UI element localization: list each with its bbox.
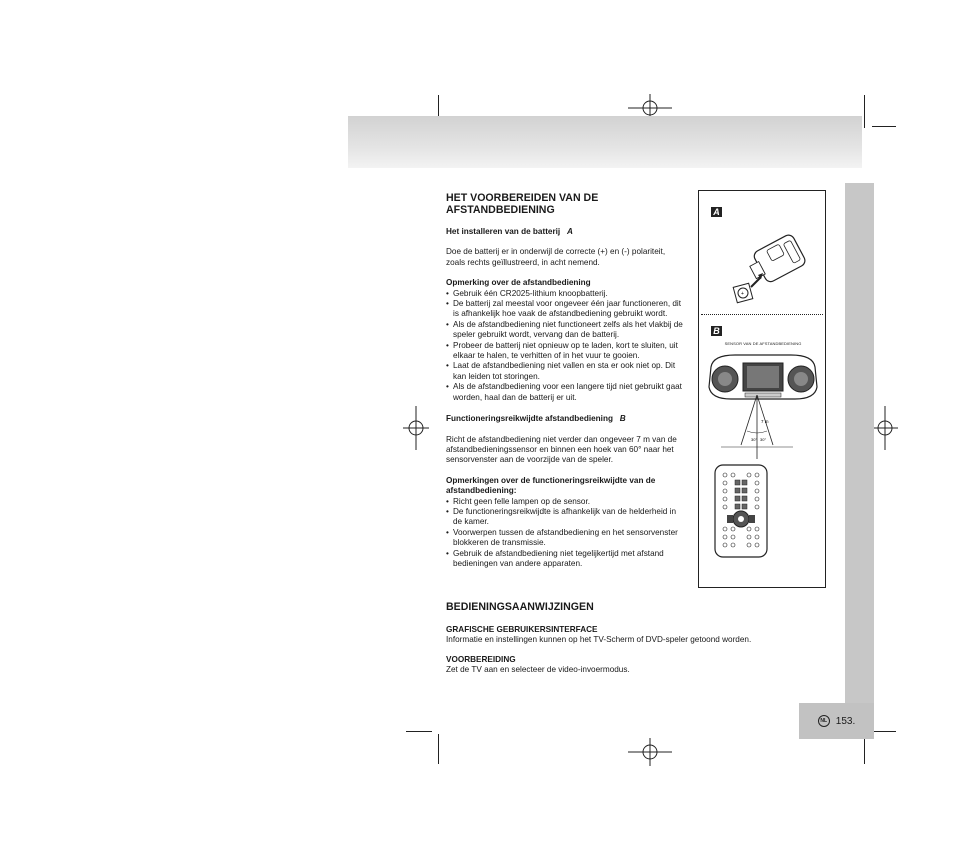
angle-label-left: 30°: [751, 437, 758, 442]
range-heading: Functioneringsreikwijdte afstandbediening B: [446, 414, 626, 424]
range-diagram: [705, 395, 821, 461]
page-number: 153.: [835, 715, 856, 727]
battery-figure-ref: A: [567, 227, 573, 236]
figure-label-a: A: [711, 207, 722, 217]
note-list: [446, 289, 686, 403]
section-title-line1: HET VOORBEREIDEN VAN DE: [446, 192, 599, 204]
crop-mark: [864, 95, 865, 128]
svg-text:+: +: [741, 291, 744, 297]
battery-install-illustration: [725, 231, 817, 311]
gui-text: Informatie en instellingen kunnen op het TV-Scherm of DVD-speler getoond worden.: [446, 635, 752, 644]
header-band: [348, 116, 862, 168]
figure-divider: [701, 314, 823, 315]
list-item: • De batterij zal meestal voor ongeveer één jaar functioneren, dit is afhankelijk hoe vaak de afstandbediening gebruikt wordt.: [446, 299, 686, 320]
list-item: • Als de afstandbediening niet functioneert zelfs als het vlakbij de speler gebruikt wordt, vervang dan de batterij.: [446, 320, 686, 341]
list-item: • Laat de afstandbediening niet vallen en sta er ook niet op. Dit kan leiden tot storingen.: [446, 361, 686, 382]
section2-title: BEDIENINGSAANWIJZINGEN: [446, 601, 594, 613]
battery-heading: Het installeren van de batterij A: [446, 227, 573, 236]
section-operating-instructions: [446, 601, 826, 675]
section-title-line2: AFSTANDBEDIENING: [446, 204, 555, 216]
range-notes-list: [446, 497, 686, 570]
crop-mark: [872, 731, 896, 732]
language-badge: NL: [818, 715, 830, 727]
side-tab: [845, 183, 874, 703]
registration-target-icon: [403, 406, 429, 450]
list-item: • De functioneringsreikwijdte is afhankelijk van de helderheid in de kamer.: [446, 507, 686, 528]
page-number-tab: [799, 703, 874, 739]
crop-mark: [438, 734, 439, 764]
registration-target-icon: [628, 738, 672, 766]
list-item: • Als de afstandbediening voor een langere tijd niet gebruikt gaat worden, haal dan de batterij er uit.: [446, 382, 686, 403]
range-figure-ref: B: [619, 414, 626, 424]
prep-heading: VOORBEREIDING: [446, 655, 516, 664]
gui-heading: GRAFISCHE GEBRUIKERSINTERFACE: [446, 625, 598, 634]
list-item: • Gebruik de afstandbediening niet tegelijkertijd met afstand bedieningen van andere apparaten.: [446, 549, 686, 570]
range-text: Richt de afstandbediening niet verder dan ongeveer 7 m van de afstandbedieningssensor en binnen een hoek van 60° naar het sensorvenster aan de voorzijde van de speler.: [446, 434, 677, 465]
sensor-caption: SENSOR VAN DE AFSTANDBEDIENING: [724, 341, 802, 346]
section-remote-preparation: [446, 192, 686, 569]
note-heading: Opmerking over de afstandbediening: [446, 278, 591, 288]
figure-panel: [698, 190, 826, 588]
figure-label-b: B: [711, 326, 722, 336]
prep-text: Zet de TV aan en selecteer de video-invoermodus.: [446, 665, 630, 674]
range-notes-heading: Opmerkingen over de functioneringsreikwijdte van de afstandbediening:: [446, 475, 656, 496]
list-item: • Probeer de batterij niet opnieuw op te laden, kort te sluiten, uit elkaar te halen, te verhitten of in het vuur te gooien.: [446, 341, 686, 362]
list-item: • Gebruik één CR2025-lithium knoopbatterij.: [446, 289, 686, 299]
crop-mark: [406, 731, 432, 732]
list-item: • Richt geen felle lampen op de sensor.: [446, 497, 686, 507]
list-item: • Voorwerpen tussen de afstandbediening en het sensorvenster blokkeren de transmissie.: [446, 528, 686, 549]
registration-target-icon: [872, 406, 898, 450]
angle-label-right: 30°: [760, 437, 767, 442]
distance-label: 7 m: [761, 419, 769, 424]
crop-mark: [872, 126, 896, 127]
battery-text: Doe de batterij er in onderwijl de correcte (+) en (-) polariteit, zoals rechts geïllustreerd, in acht nemend.: [446, 247, 666, 267]
remote-control-illustration: [711, 463, 771, 559]
